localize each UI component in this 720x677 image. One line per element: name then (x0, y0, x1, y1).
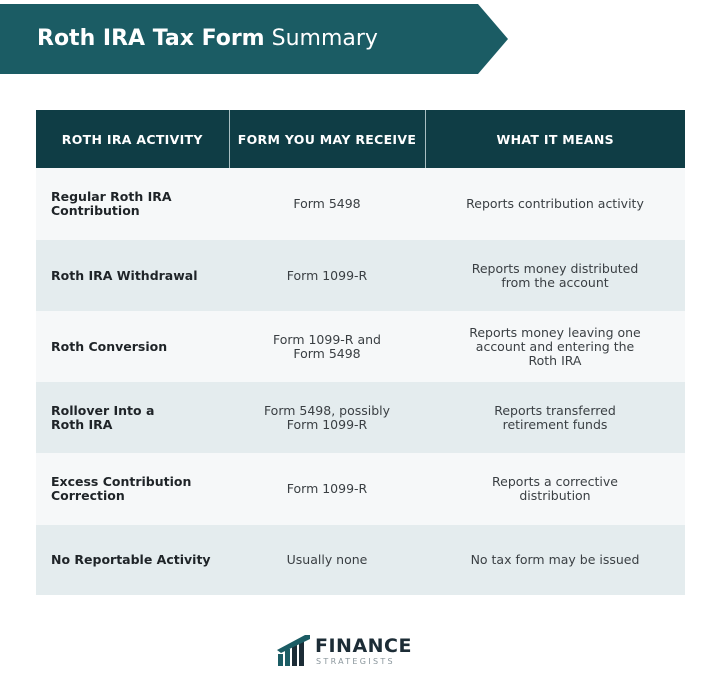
cell-line: Contribution (51, 203, 140, 218)
table-row (36, 382, 685, 453)
cell-line: Form 1099-R (286, 267, 368, 283)
cell-line: Usually none (286, 552, 368, 567)
cell-line: distribution (519, 488, 591, 503)
row-form (229, 525, 425, 595)
logo-text-strategists: STRATEGISTS (316, 657, 395, 666)
table-row (36, 311, 685, 382)
cell-line: Form 5498 (293, 196, 361, 211)
header-activity: ROTH IRA ACTIVITY (36, 110, 229, 168)
row-form (229, 240, 425, 311)
row-meaning (425, 311, 685, 382)
row-activity (36, 525, 229, 595)
cell-line: Reports money distributed (471, 260, 639, 276)
header-meaning: WHAT IT MEANS (425, 110, 685, 168)
header-form: FORM YOU MAY RECEIVE (229, 110, 425, 168)
row-form (229, 453, 425, 525)
cell-line: No tax form may be issued (470, 552, 640, 567)
row-activity (36, 382, 229, 453)
cell-line: retirement funds (502, 416, 608, 432)
cell-line: account and entering the (475, 338, 635, 354)
row-form (229, 311, 425, 382)
title-bold: Roth IRA Tax Form (37, 26, 265, 51)
row-meaning (425, 453, 685, 525)
cell-line: Regular Roth IRA (51, 189, 172, 204)
bar-chart-arrow-icon (277, 634, 311, 666)
row-activity (36, 240, 229, 311)
cell-line: Excess Contribution (51, 474, 192, 489)
row-meaning (425, 240, 685, 311)
row-activity (36, 311, 229, 382)
row-meaning (425, 168, 685, 240)
row-meaning (425, 382, 685, 453)
cell-line: Form 5498, possibly (263, 402, 391, 418)
cell-line: Rollover Into a (51, 402, 155, 418)
row-activity (36, 168, 229, 240)
table-row (36, 453, 685, 525)
cell-line: Reports money leaving one (469, 324, 641, 340)
cell-line: Roth IRA (528, 352, 582, 368)
table-row (36, 525, 685, 595)
title-light: Summary (271, 26, 378, 51)
logo-text-finance: FINANCE (315, 635, 412, 657)
page-title (37, 26, 378, 51)
cell-line: No Reportable Activity (51, 552, 211, 567)
summary-table (36, 110, 685, 595)
table-header-row (36, 110, 685, 168)
title-banner (0, 4, 508, 74)
finance-strategists-logo (277, 632, 412, 670)
cell-line: Form 1099-R and (273, 331, 381, 347)
table-row (36, 240, 685, 311)
cell-line: Reports contribution activity (466, 196, 644, 211)
table-row (36, 168, 685, 240)
row-activity (36, 453, 229, 525)
cell-line: Correction (51, 488, 125, 503)
cell-line: Roth IRA (51, 416, 113, 432)
cell-line: Form 1099-R (286, 416, 368, 432)
row-form (229, 168, 425, 240)
cell-line: Reports transferred (494, 402, 616, 418)
cell-line: Roth IRA Withdrawal (51, 267, 198, 283)
cell-line: Reports a corrective (492, 474, 618, 489)
row-meaning (425, 525, 685, 595)
cell-line: Form 5498 (293, 345, 361, 361)
cell-line: Form 1099-R (286, 481, 368, 496)
cell-line: from the account (501, 274, 609, 290)
row-form (229, 382, 425, 453)
cell-line: Roth Conversion (51, 338, 168, 354)
